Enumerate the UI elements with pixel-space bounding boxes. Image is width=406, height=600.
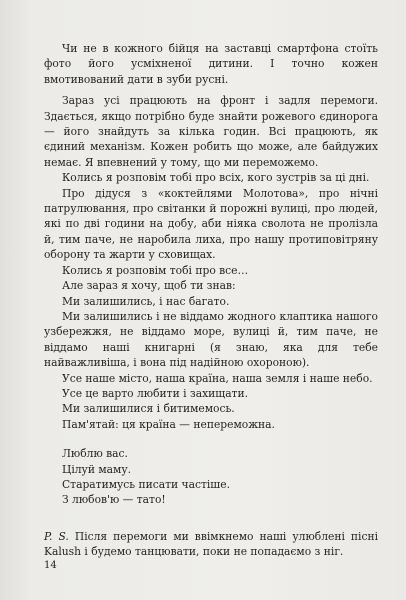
closing-love: Люблю вас. [62, 447, 128, 461]
body-text [44, 41, 378, 560]
paragraph-10: Усе це варто любити і захищати. [62, 386, 248, 400]
closing-signature: З любов'ю — тато! [62, 493, 166, 507]
page-number: 14 [44, 560, 57, 571]
postscript [44, 529, 378, 560]
postscript-text: Після перемоги ми ввімкнемо наші улюблені пісні Kalush і будемо танцювати, поки не попадаємо з ніг. [44, 529, 378, 559]
postscript-label: P. S. [44, 529, 69, 543]
paragraph-2: Зараз усі працюють на фронт і задля перемоги. Здається, якщо потрібно буде знайти рожевого єдинорога — його знайдуть за кілька годин. Всі працюють, як єдиний механізм. Кожен робить що може, але байдужих немає. Я впевнений у тому, що ми переможемо. [44, 94, 378, 169]
paragraph-8: Ми залишились і не віддамо жодного клаптика нашого узбережжя, не віддамо море, вулиці й, тим паче, не віддамо наші книгарні (я знаю, яка для тебе найважливіша, і вона під надійною охороною). [44, 309, 378, 370]
closing-kiss: Цілуй маму. [62, 462, 132, 476]
paragraph-3: Колись я розповім тобі про всіх, кого зустрів за ці дні. [62, 171, 370, 185]
paragraph-9: Усе наше місто, наша країна, наша земля і наше небо. [62, 371, 373, 385]
paragraph-5: Колись я розповім тобі про все… [62, 263, 249, 277]
paragraph-11: Ми залишилися і битимемось. [62, 402, 235, 416]
paragraph-1: Чи не в кожного бійця на заставці смартфона стоїть фото його усміхненої дитини. І точно кожен вмотивований дати в зуби русні. [44, 42, 378, 86]
paragraph-6: Але зараз я хочу, щоб ти знав: [62, 279, 236, 293]
paragraph-4: Про дідуся з «коктейлями Молотова», про нічні патрулювання, про світанки й порожні вулиці, про людей, які по дві години на добу, аби ніяка сволота не пролізла й, тим паче, не наробила лиха, про нашу протиповітряну оборону та жарти у сховищах. [44, 186, 378, 262]
closing-promise: Старатимусь писати частіше. [62, 477, 230, 491]
paragraph-12: Пам'ятай: ця країна — непереможна. [62, 417, 275, 431]
paragraph-7: Ми залишились, і нас багато. [62, 294, 230, 308]
